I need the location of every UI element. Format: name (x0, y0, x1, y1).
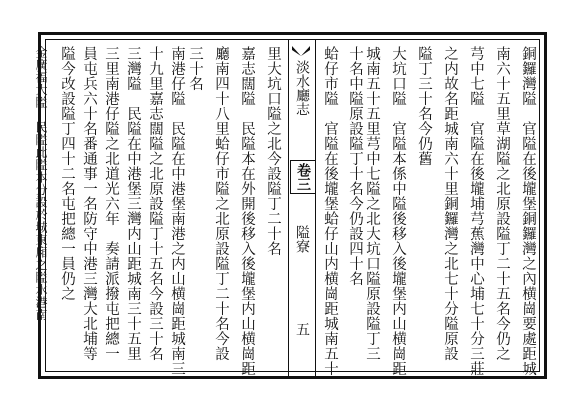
text-column: 隘丁三十名今仍舊 (416, 46, 432, 166)
text-column: 三里南港仔隘之北道光六年 奏請派撥屯把總一 (103, 46, 119, 361)
page-inner-border (34, 39, 540, 376)
page-number: 五 (294, 322, 310, 336)
text-column: 三灣隘 民隘在中港堡三灣内山距城南三十五里 (125, 46, 141, 361)
book-title: 淡水廳志 (294, 60, 310, 116)
text-column: 大坑口隘 官隘本係中隘後移入後壠堡内山横崗距 (390, 46, 406, 376)
text-column: 嘉志闊隘 民隘本在外開後移入後壠堡内山横崗距 (239, 46, 255, 376)
volume-label: 卷三 (290, 160, 316, 194)
text-column: 十名中隘原設隘丁十名今仍設四十名 (347, 46, 363, 286)
text-column: 芎中七隘 官隘在後壠埔芎蕉灣中心埔七十分三莊 (468, 46, 484, 376)
text-column: 南六十五里草湖隘之北原設隘丁二十五名今仍之 (494, 46, 510, 361)
text-column: 銅鑼灣隘 官隘在後壠堡銅鑼灣之內横崗要處距城 (520, 46, 536, 376)
fish-tail-mark-top (292, 46, 310, 56)
text-column: 蛤仔市隘 官隘在後壠堡蛤仔山内横崗距城南五十 (322, 46, 338, 376)
section-label: 隘寮 (294, 225, 310, 253)
text-column: 里大坑口隘之北今設隘丁二十名 (265, 46, 281, 256)
text-column: 員屯兵六十名番通事一名防守中港三灣大北埔等 (81, 46, 97, 361)
text-column: 之内故名距城南六十里銅鑼灣之北七十分隘原設 (442, 46, 458, 361)
center-fold-column (288, 40, 316, 379)
text-column: 金廣福大隘 民隘此隘本分設於城東廂之隘水港南 (34, 46, 48, 321)
text-column: 廳南四十八里蛤仔市隘之北原設隘丁二十名今設 (213, 46, 229, 361)
text-column: 三十名 (187, 46, 203, 91)
text-column: 城南五十五里芎中七隘之北大坑口隘原設隘丁三 (364, 46, 380, 361)
text-column: 隘今改設隘丁四十二名屯把總一員仍之 (59, 46, 75, 301)
text-column: 十九里嘉志闊隘之北原設隘丁十五名今設三十名 (147, 46, 163, 361)
text-column: 南港仔隘 民隘在中港堡南港之内山横崗距城南三 (169, 46, 185, 376)
page-frame (34, 32, 547, 379)
